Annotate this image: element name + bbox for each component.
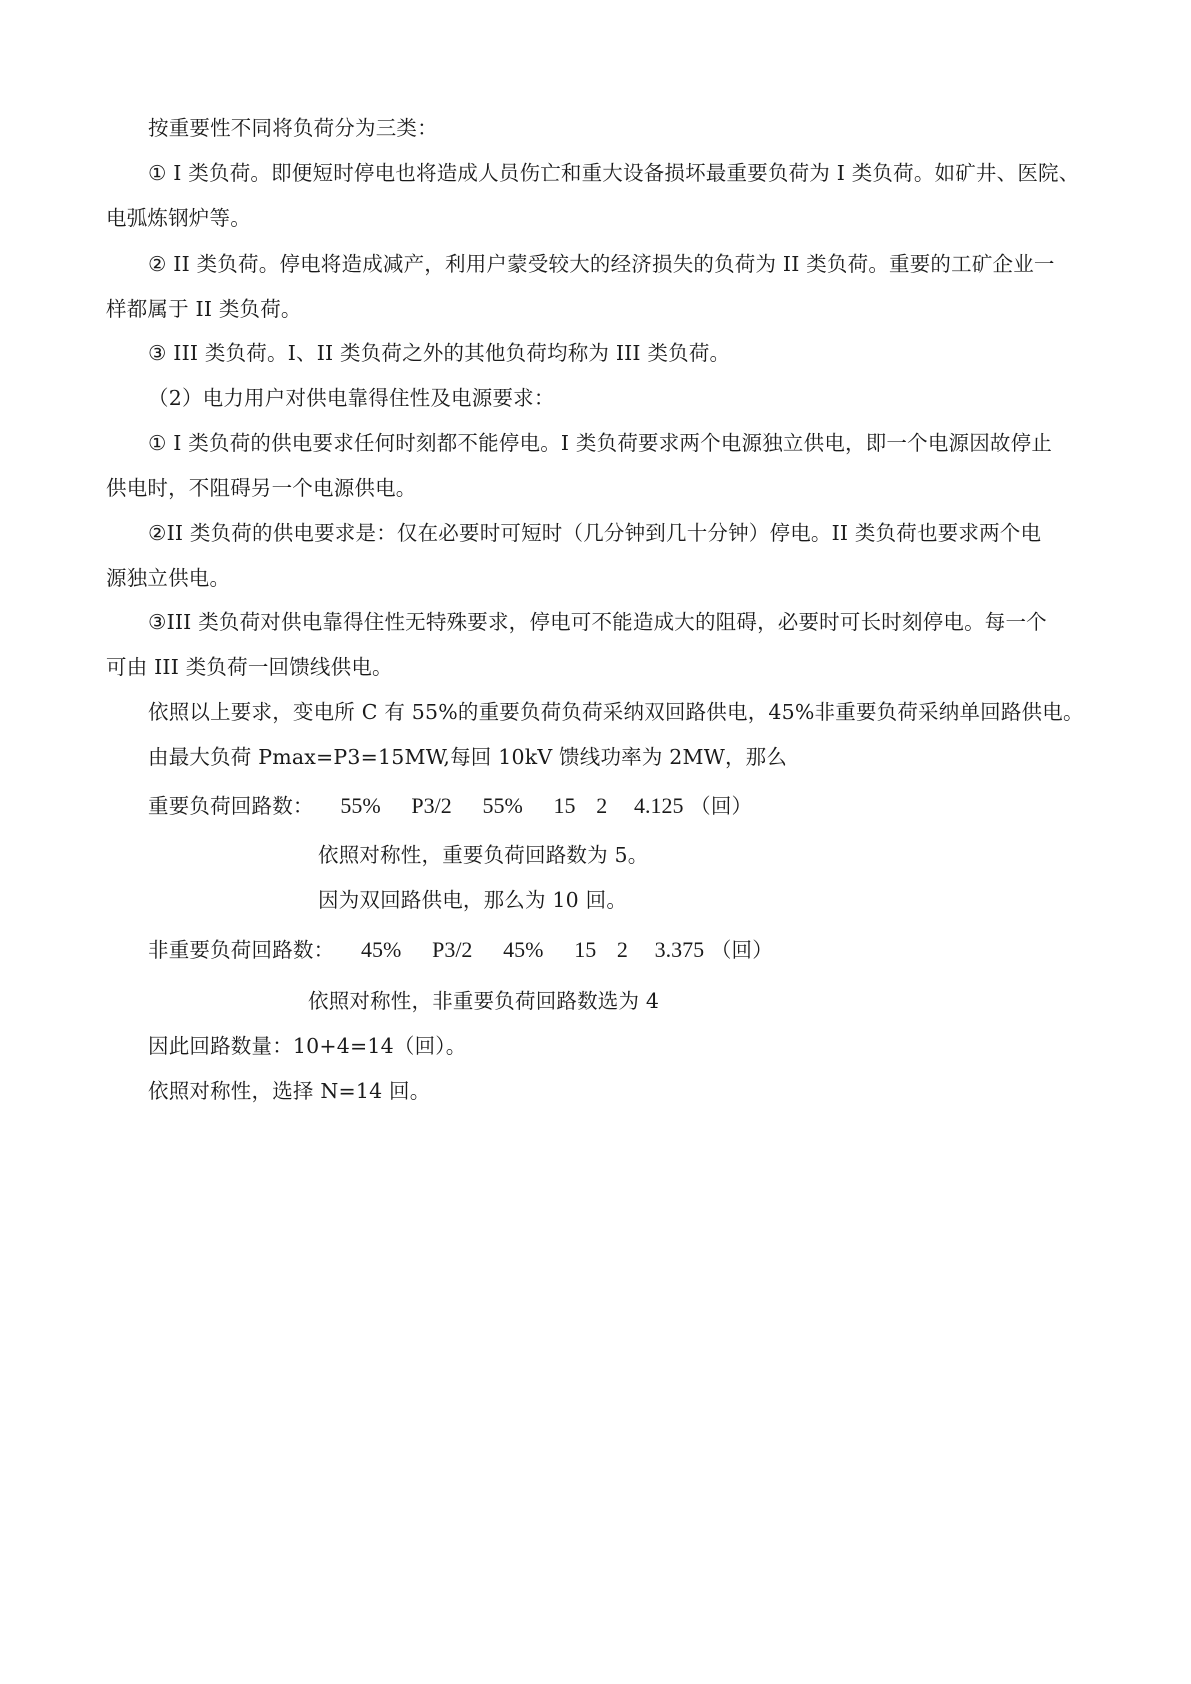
paragraph-req-i-line-2: 供电时，不阻碍另一个电源供电。 <box>106 476 417 500</box>
formula-unit: （回） <box>690 794 753 818</box>
paragraph-class-ii-line-1: ② II 类负荷。停电将造成减产，利用户蒙受较大的经济损失的负荷为 II 类负荷。重要的工矿企业一 <box>148 252 1055 276</box>
paragraph-max-load: 由最大负荷 Pmax=P3=15MW,每回 10kV 馈线功率为 2MW，那么 <box>148 745 788 769</box>
formula-term: 2 <box>596 793 608 818</box>
formula-result: 3.375 <box>654 937 705 962</box>
nonimportant-circuits-note-symmetry: 依照对称性，非重要负荷回路数选为 4 <box>308 989 660 1013</box>
formula-term: 15 <box>574 937 597 962</box>
paragraph-class-i-line-1: ① I 类负荷。即便短时停电也将造成人员伤亡和重大设备损坏最重要负荷为 I 类负荷。如矿井、医院、 <box>148 161 1080 185</box>
important-circuits-note-double: 因为双回路供电，那么为 10 回。 <box>318 888 628 912</box>
formula-unit: （回） <box>710 938 773 962</box>
formula-term: 55% <box>482 793 523 818</box>
paragraph-load-classes-intro: 按重要性不同将负荷分为三类： <box>148 116 438 140</box>
formula-term: 45% <box>503 937 544 962</box>
formula-term: P3/2 <box>432 937 473 962</box>
paragraph-class-i-line-2: 电弧炼钢炉等。 <box>106 206 251 230</box>
formula-result: 4.125 <box>633 793 684 818</box>
paragraph-total-circuits: 因此回路数量：10+4=14（回）。 <box>148 1034 467 1058</box>
paragraph-class-iii: ③ III 类负荷。I、II 类负荷之外的其他负荷均称为 III 类负荷。 <box>148 341 731 365</box>
nonimportant-circuits-formula <box>148 937 773 963</box>
paragraph-substation-c-split: 依照以上要求，变电所 C 有 55%的重要负荷负荷采纳双回路供电，45%非重要负荷采纳单回路供电。 <box>148 700 1084 724</box>
formula-term: 2 <box>616 937 628 962</box>
paragraph-class-ii-line-2: 样都属于 II 类负荷。 <box>106 297 302 321</box>
nonimportant-circuits-label: 非重要负荷回路数： <box>148 938 335 962</box>
important-circuits-note-symmetry: 依照对称性，重要负荷回路数为 5。 <box>318 843 649 867</box>
paragraph-req-i-line-1: ① I 类负荷的供电要求任何时刻都不能停电。I 类负荷要求两个电源独立供电，即一个电源因故停止 <box>148 431 1053 455</box>
formula-term: 45% <box>361 937 402 962</box>
paragraph-conclusion: 依照对称性，选择 N=14 回。 <box>148 1079 431 1103</box>
important-circuits-formula <box>148 793 752 819</box>
paragraph-req-ii-line-1: ②II 类负荷的供电要求是：仅在必要时可短时（几分钟到几十分钟）停电。II 类负荷也要求两个电 <box>148 521 1042 545</box>
formula-term: 55% <box>340 793 381 818</box>
section-heading-supply-requirements: （2）电力用户对供电靠得住性及电源要求： <box>148 386 555 410</box>
formula-term: 15 <box>553 793 576 818</box>
formula-term: P3/2 <box>411 793 452 818</box>
paragraph-req-iii-line-2: 可由 III 类负荷一回馈线供电。 <box>106 655 393 679</box>
important-circuits-label: 重要负荷回路数： <box>148 794 314 818</box>
paragraph-req-iii-line-1: ③III 类负荷对供电靠得住性无特殊要求，停电可不能造成大的阻碍，必要时可长时刻停电。每一个 <box>148 610 1047 634</box>
paragraph-req-ii-line-2: 源独立供电。 <box>106 566 231 590</box>
